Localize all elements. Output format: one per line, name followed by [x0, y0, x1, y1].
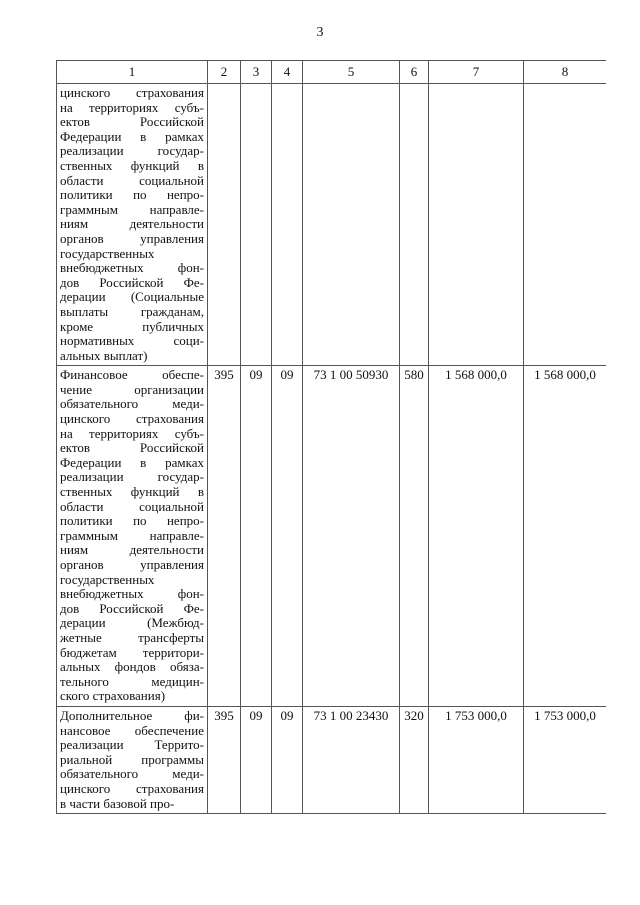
row-ministry-code	[208, 84, 241, 366]
name-line: нормативных соци-	[60, 333, 204, 349]
name-line: Федерации в рамках	[60, 128, 204, 144]
name-line: обязательного меди-	[60, 766, 204, 782]
name-line: ственных функций в	[60, 157, 204, 173]
row-amount-year-1: 1 568 000,0	[429, 366, 524, 707]
page-number: 3	[316, 25, 324, 40]
name-line: органов управления	[60, 557, 204, 572]
name-line: в части базовой про-	[60, 795, 175, 811]
name-line: ектов Российской	[60, 440, 204, 456]
name-line: ского страхования)	[60, 688, 166, 704]
row-name-cell	[57, 706, 208, 813]
budget-table	[56, 60, 606, 814]
header-cell-8: 8	[524, 61, 607, 84]
name-line: цинского страхования	[60, 780, 204, 796]
row-amount-year-2	[524, 84, 607, 366]
row-amount-year-1: 1 753 000,0	[429, 706, 524, 813]
row-section-code: 09	[241, 366, 272, 707]
name-line: бюджетам территори-	[60, 644, 204, 660]
name-line: граммным направле-	[60, 527, 204, 543]
header-cell-7: 7	[429, 61, 524, 84]
name-line: ектов Российской	[60, 114, 204, 130]
name-line: дерации (Социальные	[60, 289, 204, 305]
name-line: на территориях субъ-	[60, 99, 204, 115]
row-expense-type: 320	[400, 706, 429, 813]
name-line: дерации (Межбюд-	[60, 615, 204, 631]
name-line: ственных функций в	[60, 484, 204, 500]
header-cell-5: 5	[303, 61, 400, 84]
header-cell-4: 4	[272, 61, 303, 84]
name-line: альных фондов обяза-	[60, 659, 204, 675]
name-line: области социальной	[60, 172, 204, 188]
name-line: реализации государ-	[60, 469, 204, 485]
row-subsection-code	[272, 84, 303, 366]
name-line: ниям деятельности	[60, 542, 204, 558]
name-line: цинского страхования	[60, 411, 204, 427]
name-line: внебюджетных фон-	[60, 586, 204, 602]
row-name-cell	[57, 84, 208, 366]
name-line: чение организации	[60, 381, 204, 397]
row-expense-type: 580	[400, 366, 429, 707]
name-line: реализации Террито-	[60, 737, 204, 753]
row-expense-type	[400, 84, 429, 366]
row-ministry-code: 395	[208, 366, 241, 707]
name-line: дов Российской Фе-	[60, 600, 204, 616]
name-line: Дополнительное фи-	[60, 707, 204, 723]
name-line: области социальной	[60, 498, 204, 514]
header-cell-1: 1	[57, 61, 208, 84]
row-section-code: 09	[241, 706, 272, 813]
table-row	[57, 366, 607, 707]
table-row	[57, 706, 607, 813]
name-line: органов управления	[60, 230, 204, 246]
row-ministry-code: 395	[208, 706, 241, 813]
header-cell-6: 6	[400, 61, 429, 84]
row-target-article: 73 1 00 23430	[303, 706, 400, 813]
row-amount-year-1	[429, 84, 524, 366]
row-subsection-code: 09	[272, 366, 303, 707]
name-line: граммным направле-	[60, 201, 204, 217]
name-line: тельного медицин-	[60, 673, 204, 689]
name-line: кроме публичных	[60, 318, 204, 334]
row-amount-year-2: 1 568 000,0	[524, 366, 607, 707]
name-line: внебюджетных фон-	[60, 260, 204, 276]
header-cell-3: 3	[241, 61, 272, 84]
row-subsection-code: 09	[272, 706, 303, 813]
header-cell-2: 2	[208, 61, 241, 84]
name-line: дов Российской Фе-	[60, 274, 204, 290]
name-line: ниям деятельности	[60, 216, 204, 232]
name-line: политики по непро-	[60, 187, 204, 203]
name-line: нансовое обеспечение	[60, 722, 204, 738]
name-line: государственных	[60, 571, 155, 587]
row-section-code	[241, 84, 272, 366]
name-line: обязательного меди-	[60, 396, 204, 412]
table-header-row	[57, 61, 607, 84]
name-line: жетные трансферты	[60, 629, 204, 645]
name-line: государственных	[60, 245, 155, 261]
row-target-article	[303, 84, 400, 366]
name-line: выплаты гражданам,	[60, 303, 204, 319]
name-line: реализации государ-	[60, 143, 204, 159]
row-name-cell	[57, 366, 208, 707]
name-line: на территориях субъ-	[60, 425, 204, 441]
name-line: риальной программы	[60, 751, 204, 767]
name-line: альных выплат)	[60, 347, 148, 363]
table-row	[57, 84, 607, 366]
name-line: Финансовое обеспе-	[60, 367, 204, 383]
name-line: Федерации в рамках	[60, 454, 204, 470]
name-line: цинского страхования	[60, 85, 204, 100]
row-amount-year-2: 1 753 000,0	[524, 706, 607, 813]
name-line: политики по непро-	[60, 513, 204, 529]
row-target-article: 73 1 00 50930	[303, 366, 400, 707]
